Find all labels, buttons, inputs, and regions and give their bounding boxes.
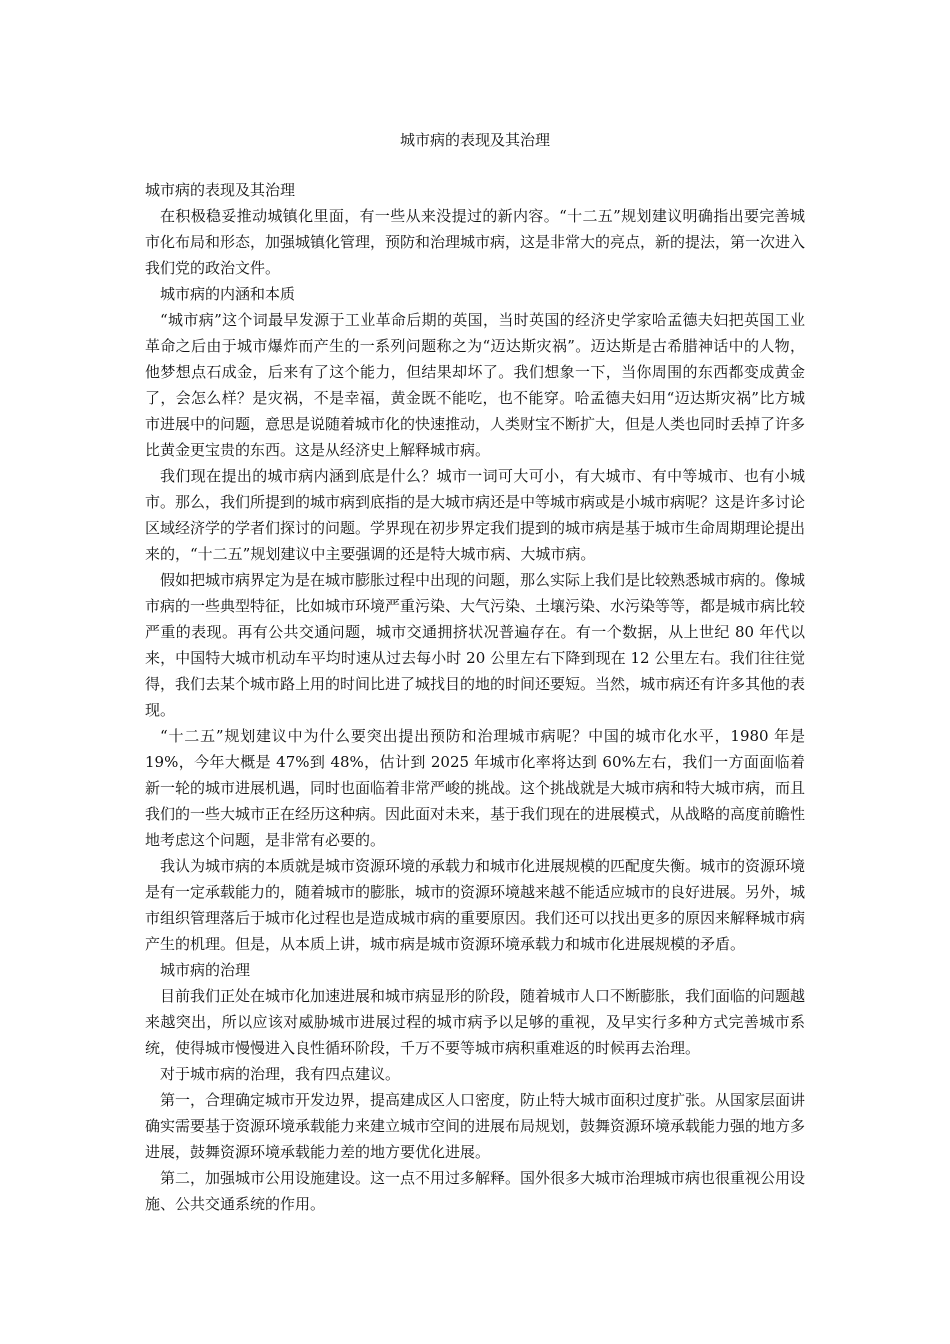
- document-body: [145, 177, 805, 1217]
- paragraph: 第一，合理确定城市开发边界，提高建成区人口密度，防止特大城市面积过度扩张。从国家层面讲确实需要基于资源环境承载能力来建立城市空间的进展布局规划，鼓舞资源环境承载能力强的地方多进展，鼓舞资源环境承载能力差的地方要优化进展。: [145, 1091, 806, 1161]
- section-heading: 城市病的表现及其治理: [145, 181, 296, 199]
- paragraph: 对于城市病的治理，我有四点建议。: [160, 1065, 401, 1083]
- paragraph: “城市病”这个词最早发源于工业革命后期的英国，当时英国的经济史学家哈孟德夫妇把英国工业革命之后由于城市爆炸而产生的一系列问题称之为“迈达斯灾祸”。迈达斯是古希腊神话中的人物，他梦想点石成金，后来有了这个能力，但结果却坏了。我们想象一下，当你周围的东西都变成黄金了，会怎么样？是灾祸，不是幸福，黄金既不能吃，也不能穿。哈孟德夫妇用“迈达斯灾祸”比方城市进展中的问题，意思是说随着城市化的快速推动，人类财宝不断扩大，但是人类也同时丢掉了许多比黄金更宝贵的东西。这是从经济史上解释城市病。: [145, 311, 806, 459]
- document-title: 城市病的表现及其治理: [399, 131, 550, 149]
- paragraph: 第二，加强城市公用设施建设。这一点不用过多解释。国外很多大城市治理城市病也很重视公用设施、公共交通系统的作用。: [145, 1169, 806, 1213]
- paragraph: 我认为城市病的本质就是城市资源环境的承载力和城市化进展规模的匹配度失衡。城市的资源环境是有一定承载能力的，随着城市的膨胀，城市的资源环境越来越不能适应城市的良好进展。另外，城市组织管理落后于城市化过程也是造成城市病的重要原因。我们还可以找出更多的原因来解释城市病产生的机理。但是，从本质上讲，城市病是城市资源环境承载力和城市化进展规模的矛盾。: [145, 857, 806, 953]
- paragraph: 我们现在提出的城市病内涵到底是什么？城市一词可大可小，有大城市、有中等城市、也有小城市。那么，我们所提到的城市病到底指的是大城市病还是中等城市病或是小城市病呢？这是许多讨论区域经济学的学者们探讨的问题。学界现在初步界定我们提到的城市病是基于城市生命周期理论提出来的，“十二五”规划建议中主要强调的还是特大城市病、大城市病。: [145, 467, 806, 563]
- paragraph: 目前我们正处在城市化加速进展和城市病显形的阶段，随着城市人口不断膨胀，我们面临的问题越来越突出，所以应该对威胁城市进展过程的城市病予以足够的重视，及早实行多种方式完善城市系统，使得城市慢慢进入良性循环阶段，千万不要等城市病积重难返的时候再去治理。: [145, 987, 806, 1057]
- subsection-heading: 城市病的内涵和本质: [160, 285, 296, 303]
- paragraph: 假如把城市病界定为是在城市膨胀过程中出现的问题，那么实际上我们是比较熟悉城市病的。像城市病的一些典型特征，比如城市环境严重污染、大气污染、土壤污染、水污染等等，都是城市病比较严重的表现。再有公共交通问题，城市交通拥挤状况普遍存在。有一个数据，从上世纪 80 年代以来，中国特大城市机动车平均时速从过去每小时 20 公里左右下降到现在 12 公里左右。我们往往觉得，我们去某个城市路上用的时间比进了城找目的地的时间还要短。当然，城市病还有许多其他的表现。: [145, 571, 806, 719]
- paragraph: “十二五”规划建议中为什么要突出提出预防和治理城市病呢？中国的城市化水平，1980 年是 19%，今年大概是 47%到 48%，估计到 2025 年城市化率将达到 60%左右，我们一方面面临着新一轮的城市进展机遇，同时也面临着非常严峻的挑战。这个挑战就是大城市病和特大城市病，而且我们的一些大城市正在经历这种病。因此面对未来，基于我们现在的进展模式，从战略的高度前瞻性地考虑这个问题，是非常有必要的。: [145, 727, 806, 849]
- subsection-heading: 城市病的治理: [160, 961, 251, 979]
- paragraph: 在积极稳妥推动城镇化里面，有一些从来没提过的新内容。“十二五”规划建议明确指出要完善城市化布局和形态，加强城镇化管理，预防和治理城市病，这是非常大的亮点，新的提法，第一次进入我们党的政治文件。: [145, 207, 806, 277]
